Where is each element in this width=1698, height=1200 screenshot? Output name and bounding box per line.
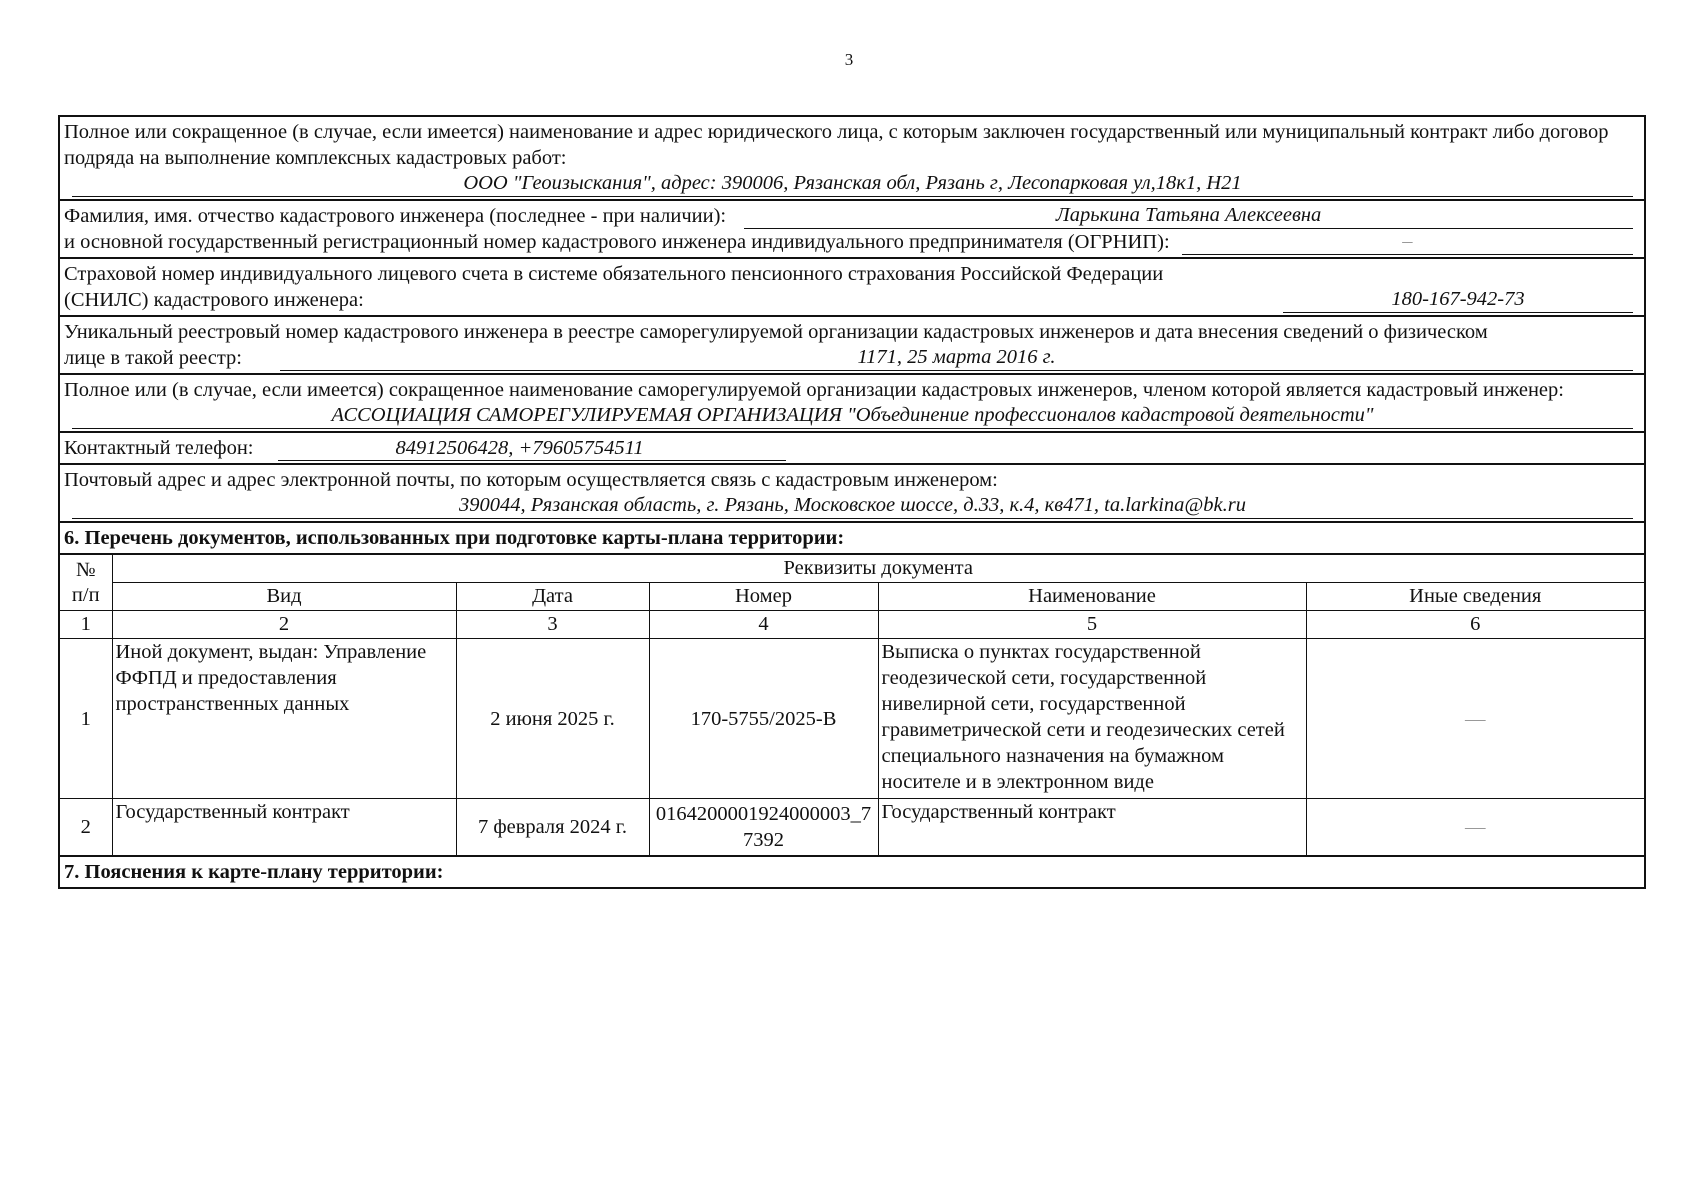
col-number: 4 [649,611,878,639]
contract-value: ООО "Геоизыскания", адрес: 390006, Рязанская обл, Рязань г, Лесопарковая ул,18к1, Н21 [72,171,1633,197]
registry-value: 1171, 25 марта 2016 г. [280,345,1633,371]
col-header-number: Номер [649,583,878,611]
row-name: Выписка о пунктах государственной геодезической сети, государственной нивелирной сети, государственной гравиметрической сети и геодезических сетей специального назначения на бумажном носителе и в электронном виде [878,639,1306,799]
postal-section [60,465,1644,523]
ogrnip-value: – [1182,229,1633,255]
registry-section [60,317,1644,375]
engineer-section [60,201,1644,259]
phone-section [60,433,1644,465]
table-row [60,799,1644,855]
col-no-line1: № [75,558,96,581]
contract-label: Полное или сокращенное (в случае, если имеется) наименование и адрес юридического лица, с которым заключен государственный или муниципальный контракт либо договор подряда на выполнение комплексных кадастровых работ: [64,121,1609,169]
col-header-other: Иные сведения [1306,583,1644,611]
engineer-name-value: Ларькина Татьяна Алексеевна [744,203,1633,229]
row-kind: Государственный контракт [112,799,456,855]
table-header-row [60,583,1644,611]
snils-section [60,259,1644,317]
sro-section [60,375,1644,433]
row-no: 1 [60,639,112,799]
row-other: — [1306,639,1644,799]
sro-label: Полное или (в случае, если имеется) сокращенное наименование саморегулируемой организации кадастровых инженеров, членом которой является кадастровый инженер: [64,379,1564,401]
col-number: 3 [456,611,649,639]
col-group-header: Реквизиты документа [112,555,1644,583]
snils-value: 180-167-942-73 [1283,287,1633,313]
col-number: 2 [112,611,456,639]
cadastral-form [58,115,1646,889]
snils-label-line2: (СНИЛС) кадастрового инженера: [64,289,364,311]
phone-value: 84912506428, +79605754511 [278,436,786,461]
documents-table-wrap [60,555,1644,857]
column-numbers-row [60,611,1644,639]
section7-title: 7. Пояснения к карте-плану территории: [64,860,444,883]
engineer-name-label: Фамилия, имя. отчество кадастрового инженера (последнее - при наличии): [64,205,727,227]
col-header-kind: Вид [112,583,456,611]
table-row [60,639,1644,799]
contract-section [60,117,1644,201]
col-number: 6 [1306,611,1644,639]
sro-value: АССОЦИАЦИЯ САМОРЕГУЛИРУЕМАЯ ОРГАНИЗАЦИЯ "Объединение профессионалов кадастровой деятельности" [72,403,1633,429]
row-number: 0164200001924000003_77392 [649,799,878,855]
registry-label-line1: Уникальный реестровый номер кадастрового инженера в реестре саморегулируемой организации кадастровых инженеров и дата внесения сведений о физическом [64,321,1488,343]
postal-label: Почтовый адрес и адрес электронной почты, по которым осуществляется связь с кадастровым инженером: [64,469,998,491]
row-other: — [1306,799,1644,855]
col-number: 5 [878,611,1306,639]
page-number: 3 [844,50,854,69]
ogrnip-label: и основной государственный регистрационный номер кадастрового инженера индивидуального предпринимателя (ОГРНИП): [64,231,1170,253]
documents-table [60,555,1644,855]
row-no: 2 [60,799,112,855]
postal-value: 390044, Рязанская область, г. Рязань, Московское шоссе, д.33, к.4, кв471, ta.larkina@bk.ru [72,493,1633,519]
col-number: 1 [60,611,112,639]
col-no-line2: п/п [71,583,100,606]
phone-label: Контактный телефон: [64,437,254,459]
col-header-name: Наименование [878,583,1306,611]
snils-label-line1: Страховой номер индивидуального лицевого счета в системе обязательного пенсионного страхования Российской Федерации [64,263,1164,285]
table-header-row-group [60,555,1644,583]
row-date: 7 февраля 2024 г. [456,799,649,855]
section6-title: 6. Перечень документов, использованных при подготовке карты-плана территории: [60,523,1644,555]
row-date: 2 июня 2025 г. [456,639,649,799]
registry-label-line2: лице в такой реестр: [64,347,242,369]
col-header-date: Дата [456,583,649,611]
row-kind: Иной документ, выдан: Управление ФФПД и предоставления пространственных данных [112,639,456,799]
row-number: 170-5755/2025-В [649,639,878,799]
row-name: Государственный контракт [878,799,1306,855]
col-no-header [60,555,112,611]
